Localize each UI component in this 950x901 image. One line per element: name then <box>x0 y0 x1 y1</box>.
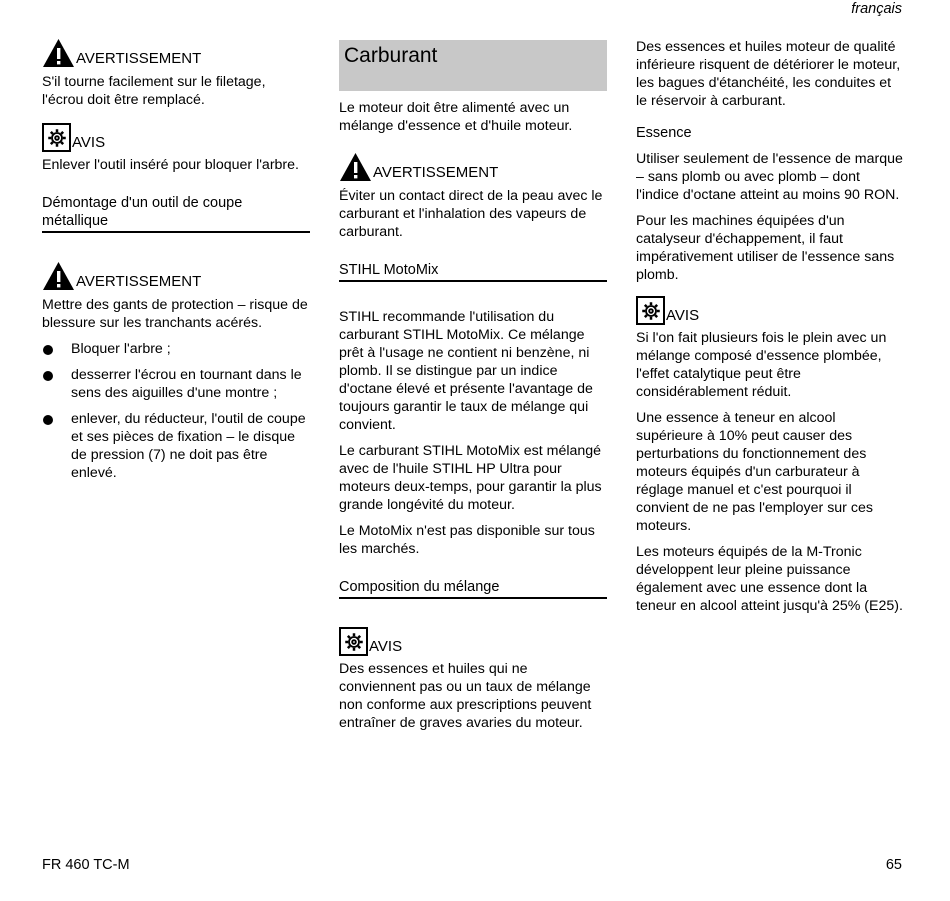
warning-text: S'il tourne facilement sur le filetage, l'écrou doit être remplacé. <box>42 74 266 108</box>
warning-label: AVERTISSEMENT <box>76 273 202 290</box>
warning-label: AVERTISSEMENT <box>373 164 499 181</box>
notice-text: Si l'on fait plusieurs fois le plein avec un mélange composé d'essence plombée, l'effet catalytique peut être considérablement réduit. <box>636 330 887 400</box>
warning-label: AVERTISSEMENT <box>76 50 202 67</box>
language-label: français <box>851 1 902 17</box>
subheading: Essence <box>636 125 692 141</box>
steps-list <box>42 340 310 482</box>
column-3 <box>636 38 904 623</box>
gear-icon <box>42 123 71 152</box>
emphasis-text: ne doit pas <box>169 447 239 463</box>
gear-icon <box>636 296 665 325</box>
paragraph: Le carburant STIHL MotoMix est mélangé avec de l'huile STIHL HP Ultra pour moteurs deux-temps, pour garantir la plus grande longévité du moteur. <box>339 443 602 513</box>
notice-label: AVIS <box>369 638 403 655</box>
warning-triangle-icon <box>42 261 75 291</box>
gear-icon <box>339 627 368 656</box>
paragraph: Une essence à teneur en alcool supérieure à 10% peut causer des perturbations du fonctionnement des moteurs équipés d'un carburateur à réglage manuel et c'est pourquoi il convient de ne pas l'employer sur ces moteurs. <box>636 410 873 534</box>
notice-label: AVIS <box>666 307 700 324</box>
paragraph: Pour les machines équipées d'un catalyseur d'échappement, il faut impérativement utiliser de l'essence sans plomb. <box>636 213 895 283</box>
paragraph: Les moteurs équipés de la M-Tronic développent leur pleine puissance également avec une essence dont la teneur en alcool atteint jusqu'à 25% (E25). <box>636 544 903 614</box>
warning-text: Éviter un contact direct de la peau avec le carburant et l'inhalation des vapeurs de carburant. <box>339 188 603 240</box>
section-title: Carburant <box>339 40 607 91</box>
notice-text: Des essences et huiles qui ne conviennent pas ou un taux de mélange non conforme aux prescriptions peuvent entraîner de graves avaries du moteur. <box>339 661 592 731</box>
notice-1 <box>42 123 310 152</box>
warning-triangle-icon <box>42 38 75 68</box>
paragraph: Des essences et huiles moteur de qualité inférieure risquent de détériorer le moteur, les bagues d'étanchéité, les conduites et le réservoir à carburant. <box>636 39 901 109</box>
list-item: desserrer l'écrou en tournant dans le sens des aiguilles d'une montre ; <box>42 366 310 402</box>
section-heading: Composition du mélange <box>339 578 607 599</box>
page-number: 65 <box>885 857 902 873</box>
model-name: FR 460 TC-M <box>42 857 130 873</box>
column-1 <box>42 38 310 490</box>
paragraph: STIHL recommande l'utilisation du carburant STIHL MotoMix. Ce mélange prêt à l'usage ne contient ni benzène, ni plomb. Il se distingue par un indice d'octane élevé et présente l'avantage de toujours garantir le taux de mélange qui convient. <box>339 309 593 433</box>
list-item: enlever, du réducteur, l'outil de coupe et ses pièces de fixation – le disque de pression (7) ne doit pas être enlevé. <box>42 410 310 482</box>
section-heading: STIHL MotoMix <box>339 261 607 282</box>
warning-2 <box>42 261 310 291</box>
warning-triangle-icon <box>339 152 372 182</box>
section-heading: Démontage d'un outil de coupe métallique <box>42 194 310 233</box>
notice <box>636 296 904 325</box>
warning-1 <box>42 38 310 68</box>
emphasis-text: l'essence de marque <box>772 151 903 167</box>
column-2 <box>339 38 607 740</box>
list-item: Bloquer l'arbre ; <box>42 340 310 358</box>
warning <box>339 152 607 182</box>
notice <box>339 627 607 656</box>
intro-text: Le moteur doit être alimenté avec un mélange d'essence et d'huile moteur. <box>339 100 573 134</box>
paragraph: Le MotoMix n'est pas disponible sur tous les marchés. <box>339 523 595 557</box>
notice-label: AVIS <box>72 134 106 151</box>
paragraph: Utiliser seulement de l'essence de marque – sans plomb ou avec plomb – dont l'indice d'octane atteint au moins 90 RON. <box>636 151 903 203</box>
warning-text: Mettre des gants de protection – risque de blessure sur les tranchants acérés. <box>42 297 308 331</box>
notice-text: Enlever l'outil inséré pour bloquer l'arbre. <box>42 157 299 173</box>
